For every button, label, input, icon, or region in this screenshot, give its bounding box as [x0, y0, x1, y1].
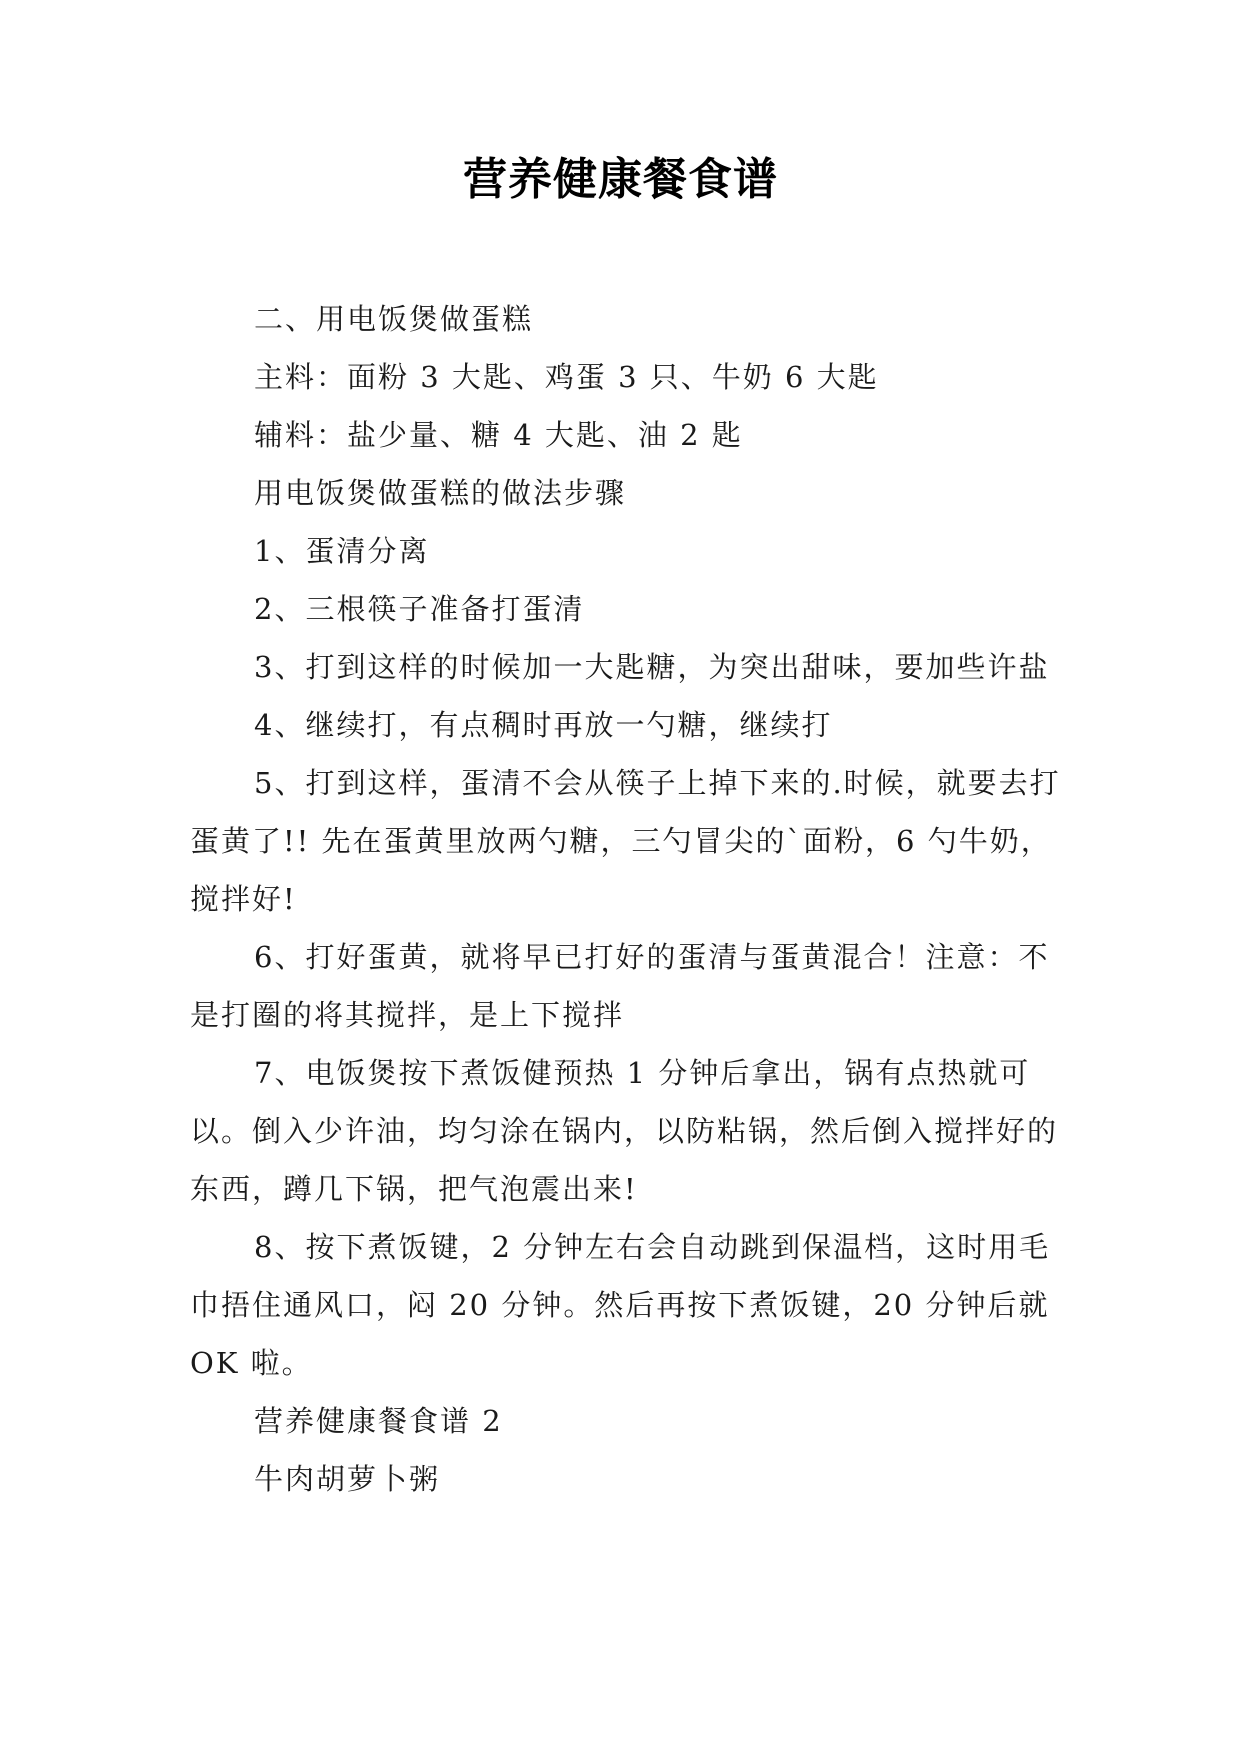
step-7: 7、电饭煲按下煮饭健预热 1 分钟后拿出，锅有点热就可以。倒入少许油，均匀涂在锅内，以防粘锅，然后倒入搅拌好的东西，蹲几下锅，把气泡震出来!	[190, 1056, 1059, 1206]
main-ingredients: 主料：面粉 3 大匙、鸡蛋 3 只、牛奶 6 大匙	[254, 360, 879, 394]
step-5: 5、打到这样，蛋清不会从筷子上掉下来的.时候，就要去打蛋黄了!! 先在蛋黄里放两勺糖，三勺冒尖的`面粉，6 勺牛奶，搅拌好!	[190, 766, 1061, 916]
step-4: 4、继续打，有点稠时再放一勺糖，继续打	[254, 708, 833, 742]
document-body	[190, 290, 1062, 1508]
document-title: 营养健康餐食谱	[463, 154, 778, 205]
step-1: 1、蛋清分离	[254, 534, 430, 568]
secondary-ingredients: 辅料：盐少量、糖 4 大匙、油 2 匙	[254, 418, 743, 452]
recipe-2-name: 牛肉胡萝卜粥	[254, 1462, 441, 1496]
recipe-2-heading: 营养健康餐食谱 2	[254, 1404, 503, 1438]
step-6: 6、打好蛋黄，就将早已打好的蛋清与蛋黄混合！注意：不是打圈的将其搅拌，是上下搅拌	[190, 940, 1050, 1032]
section-heading: 二、用电饭煲做蛋糕	[254, 302, 534, 336]
steps-heading: 用电饭煲做蛋糕的做法步骤	[254, 476, 627, 510]
step-8: 8、按下煮饭键，2 分钟左右会自动跳到保温档，这时用毛巾捂住通风口，闷 20 分钟。然后再按下煮饭键，20 分钟后就 OK 啦。	[190, 1230, 1051, 1380]
step-2: 2、三根筷子准备打蛋清	[254, 592, 585, 626]
step-3: 3、打到这样的时候加一大匙糖，为突出甜味，要加些许盐	[254, 650, 1050, 684]
